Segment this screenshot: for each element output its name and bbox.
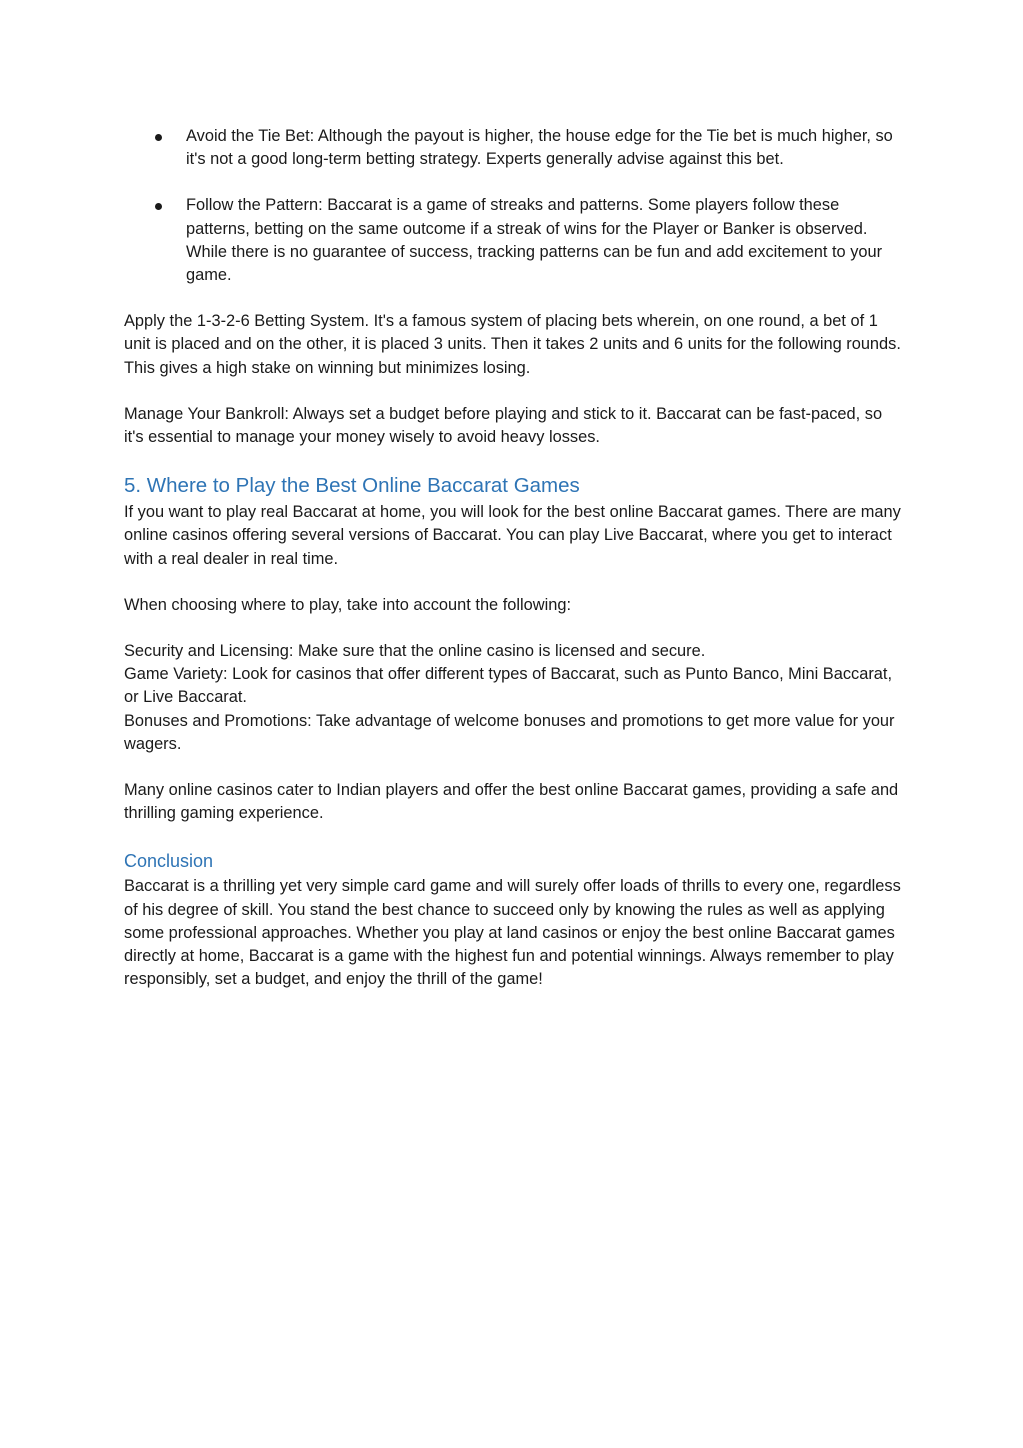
section-5-intro: If you want to play real Baccarat at home, you will look for the best online Baccarat games. There are many online casinos offering several versions of Baccarat. You can play Live Baccarat, where you get to interact with a real dealer in real time. (124, 503, 901, 568)
section-5-heading: 5. Where to Play the Best Online Baccarat Games (124, 474, 580, 498)
conclusion-heading: Conclusion (124, 851, 214, 872)
strategy-bullet-list (124, 125, 906, 287)
consideration-bonuses: Bonuses and Promotions: Take advantage of welcome bonuses and promotions to get more value for your wagers. (124, 711, 895, 753)
bullet-icon (155, 134, 162, 141)
choosing-paragraph: When choosing where to play, take into account the following: (124, 595, 572, 614)
bullet-text: Avoid the Tie Bet: Although the payout is higher, the house edge for the Tie bet is much higher, so it's not a good long-term betting strategy. Experts generally advise against this bet. (186, 127, 893, 169)
betting-system-paragraph: Apply the 1-3-2-6 Betting System. It's a famous system of placing bets wherein, on one round, a bet of 1 unit is placed and on the other, it is placed 3 units. Then it takes 2 units and 6 units for the following rounds. This gives a high stake on winning but minimizes losing. (124, 312, 901, 377)
bullet-item-pattern (124, 194, 906, 287)
section-5-closing: Many online casinos cater to Indian players and offer the best online Baccarat games, providing a safe and thrilling gaming experience. (124, 781, 899, 823)
conclusion-text: Baccarat is a thrilling yet very simple card game and will surely offer loads of thrills to every one, regardless of his degree of skill. You stand the best chance to succeed only by knowing the rules as well as applying some professional approaches. Whether you play at land casinos or enjoy the best online Baccarat games directly at home, Baccarat is a game with the highest fun and potential winnings. Always remember to play responsibly, set a budget, and enjoy the thrill of the game! (124, 877, 901, 989)
consideration-variety: Game Variety: Look for casinos that offer different types of Baccarat, such as Punto Banco, Mini Baccarat, or Live Baccarat. (124, 665, 893, 707)
bullet-icon (155, 203, 162, 210)
bankroll-paragraph: Manage Your Bankroll: Always set a budget before playing and stick to it. Baccarat can be fast-paced, so it's essential to manage your money wisely to avoid heavy losses. (124, 404, 883, 447)
bullet-item-tie-bet (124, 125, 906, 171)
bullet-text: Follow the Pattern: Baccarat is a game of streaks and patterns. Some players follow these patterns, betting on the same outcome if a streak of wins for the Player or Banker is observed. While there is no guarantee of success, tracking patterns can be fun and add excitement to your game. (186, 196, 883, 285)
document-page (124, 125, 906, 991)
consideration-security: Security and Licensing: Make sure that the online casino is licensed and secure. (124, 642, 706, 661)
considerations-list (124, 640, 906, 756)
